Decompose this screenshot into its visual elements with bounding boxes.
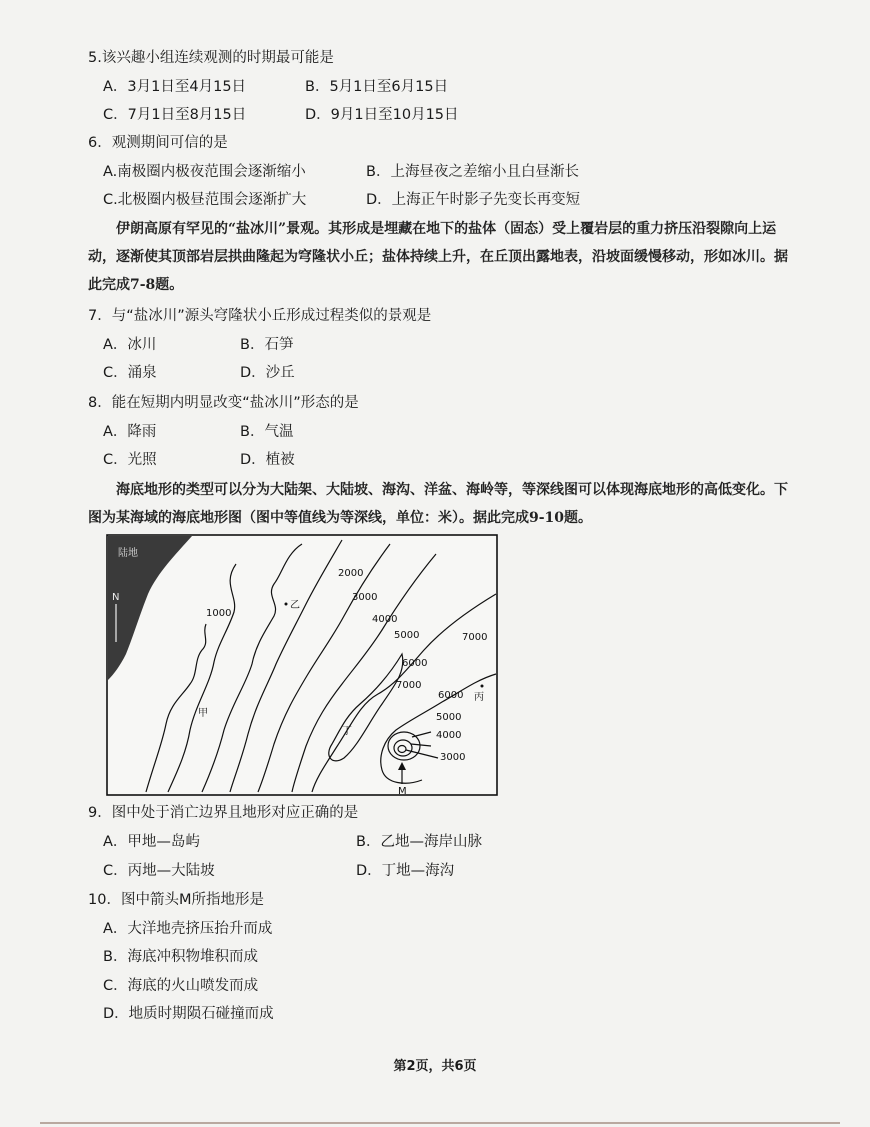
contour-label-2000: 2000 xyxy=(338,568,364,579)
north-label: N xyxy=(112,592,120,603)
q7-option-b: B．石笋 xyxy=(240,337,294,353)
map-frame xyxy=(107,535,497,795)
passage-salt-glacier-text: 伊朗高原有罕见的“盐冰川”景观。其形成是埋藏在地下的盐体（固态）受上覆岩层的重力挤压沿裂隙向上运动，逐渐使其顶部岩层拱曲隆起为穹隆状小丘；盐体持续上升，在丘顶出露地表，沿坡面缓慢移动，形如冰川。据此完成7-8题。 xyxy=(88,221,788,293)
q6-stem: 6．观测期间可信的是 xyxy=(88,135,228,151)
q10-stem: 10．图中箭头M所指地形是 xyxy=(88,892,264,908)
q7-option-a: A．冰川 xyxy=(103,337,157,353)
q8-option-a: A．降雨 xyxy=(103,424,157,440)
contour-label-6000b: 6000 xyxy=(438,690,464,701)
q9-stem: 9．图中处于消亡边界且地形对应正确的是 xyxy=(88,805,359,821)
place-jia: 甲 xyxy=(198,708,208,719)
seafloor-contour-svg xyxy=(106,534,498,796)
passage-seafloor-text: 海底地形的类型可以分为大陆架、大陆坡、海沟、洋盆、海岭等，等深线图可以体现海底地形的高低变化。下图为某海域的海底地形图（图中等值线为等深线，单位：米）。据此完成9-10题。 xyxy=(88,482,788,526)
q8-option-d: D．植被 xyxy=(240,452,295,468)
q8-option-c: C．光照 xyxy=(103,452,157,468)
q7-option-c: C．涌泉 xyxy=(103,365,157,381)
q9-option-d: D．丁地—海沟 xyxy=(356,863,455,879)
q7-stem: 7．与“盐冰川”源头穹隆状小丘形成过程类似的景观是 xyxy=(88,308,432,324)
contour-label-7000: 7000 xyxy=(462,632,488,643)
q8-option-b: B．气温 xyxy=(240,424,294,440)
contour-label-5000b: 5000 xyxy=(436,712,462,723)
q10-option-c: C．海底的火山喷发而成 xyxy=(103,978,259,994)
q9-option-b: B．乙地—海岸山脉 xyxy=(356,834,482,850)
passage-seafloor xyxy=(88,476,793,532)
place-bing: 丙 xyxy=(474,692,484,703)
bottom-divider xyxy=(40,1122,840,1124)
q6-option-d: D．上海正午时影子先变长再变短 xyxy=(366,192,581,208)
q10-option-a: A．大洋地壳挤压抬升而成 xyxy=(103,921,273,937)
contour-label-7000b: 7000 xyxy=(396,680,422,691)
q5-option-d: D．9月1日至10月15日 xyxy=(305,107,459,123)
land-label: 陆地 xyxy=(118,548,138,559)
q10-option-b: B．海底冲积物堆积而成 xyxy=(103,949,258,965)
q9-option-c: C．丙地—大陆坡 xyxy=(103,863,215,879)
q5-option-c: C．7月1日至8月15日 xyxy=(103,107,247,123)
place-bing-dot xyxy=(481,685,484,688)
contour-label-4000b: 4000 xyxy=(436,730,462,741)
contour-label-6000: 6000 xyxy=(402,658,428,669)
place-ding: 丁 xyxy=(342,726,352,737)
q5-option-a: A．3月1日至4月15日 xyxy=(103,79,247,95)
seafloor-contour-map xyxy=(106,534,498,796)
q5-stem: 5.该兴趣小组连续观测的时期最可能是 xyxy=(88,50,334,66)
q8-stem: 8．能在短期内明显改变“盐冰川”形态的是 xyxy=(88,395,359,411)
contour-label-3000b: 3000 xyxy=(440,752,466,763)
q9-option-a: A．甲地—岛屿 xyxy=(103,834,200,850)
place-yi-dot xyxy=(285,603,288,606)
q10-option-d: D．地质时期陨石碰撞而成 xyxy=(103,1006,274,1022)
q7-option-d: D．沙丘 xyxy=(240,365,295,381)
contour-label-3000: 3000 xyxy=(352,592,378,603)
q6-option-c: C.北极圈内极昼范围会逐渐扩大 xyxy=(103,192,307,208)
passage-salt-glacier xyxy=(88,215,788,299)
q5-option-b: B．5月1日至6月15日 xyxy=(305,79,449,95)
page-footer: 第2页，共6页 xyxy=(393,1059,477,1074)
q6-option-a: A.南极圈内极夜范围会逐渐缩小 xyxy=(103,164,306,180)
arrow-m-label: M xyxy=(398,786,407,796)
contour-label-5000: 5000 xyxy=(394,630,420,641)
contour-label-1000: 1000 xyxy=(206,608,232,619)
q6-option-b: B．上海昼夜之差缩小且白昼渐长 xyxy=(366,164,579,180)
contour-label-4000: 4000 xyxy=(372,614,398,625)
place-yi: 乙 xyxy=(290,600,300,611)
